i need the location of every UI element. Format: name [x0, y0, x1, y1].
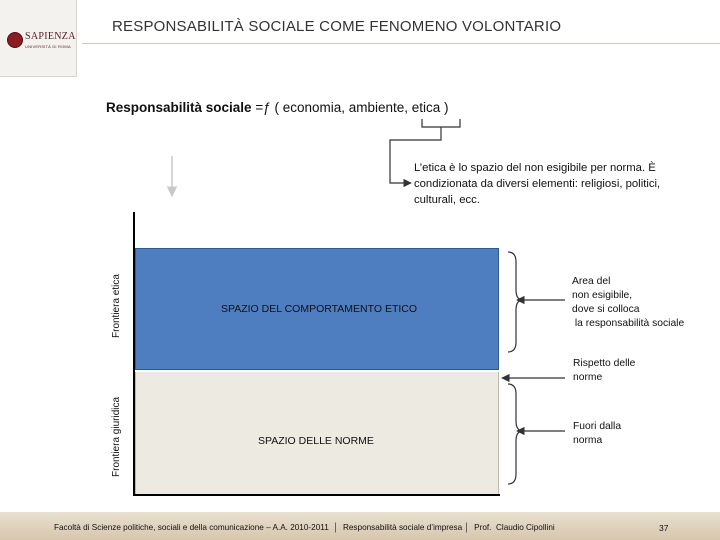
logo-subtitle: UNIVERSITÀ DI ROMA — [25, 44, 71, 49]
footer-text: Facoltà di Scienze politiche, sociali e della comunicazione – A.A. 2010-2011 │ Responsabilità sociale d’impresa │ Prof. Claudio Cipollini — [54, 523, 555, 532]
formula-expression: =ƒ ( economia, ambiente, etica ) — [251, 100, 449, 115]
outside-bracket — [508, 384, 523, 484]
outside-note-line: Fuori dalla — [573, 421, 622, 432]
outside-note — [573, 420, 621, 448]
area-note-line: non esigibile, — [572, 290, 633, 301]
logo-name: SAPIENZA — [25, 31, 76, 42]
etica-arrow — [390, 127, 441, 183]
formula-subject: Responsabilità sociale — [106, 100, 252, 115]
norms-zone-label: SPAZIO DELLE NORME — [258, 435, 374, 447]
area-note — [572, 275, 684, 331]
area-note-line: Area del — [572, 276, 611, 287]
ethics-note: L’etica è lo spazio del non esigibile per norma. È condizionata da diversi elementi: religiosi, politici, culturali, ecc. — [414, 162, 661, 206]
ethics-zone-label: SPAZIO DEL COMPORTAMENTO ETICO — [221, 303, 418, 315]
page-number: 37 — [659, 523, 669, 533]
respect-note-line: norme — [573, 372, 603, 383]
frontier-legal-label: Frontiera giuridica — [111, 396, 122, 477]
outside-note-line: norma — [573, 435, 603, 446]
area-bracket — [508, 252, 523, 352]
slide-title: RESPONSABILITÀ SOCIALE COME FENOMENO VOLONTARIO — [112, 18, 562, 35]
area-note-line: dove si colloca — [572, 304, 640, 315]
etica-bracket — [422, 119, 460, 127]
respect-note — [573, 357, 635, 385]
respect-note-line: Rispetto delle — [573, 358, 636, 369]
area-note-line: la responsabilità sociale — [572, 318, 685, 329]
frontier-ethics-label: Frontiera etica — [111, 274, 122, 338]
